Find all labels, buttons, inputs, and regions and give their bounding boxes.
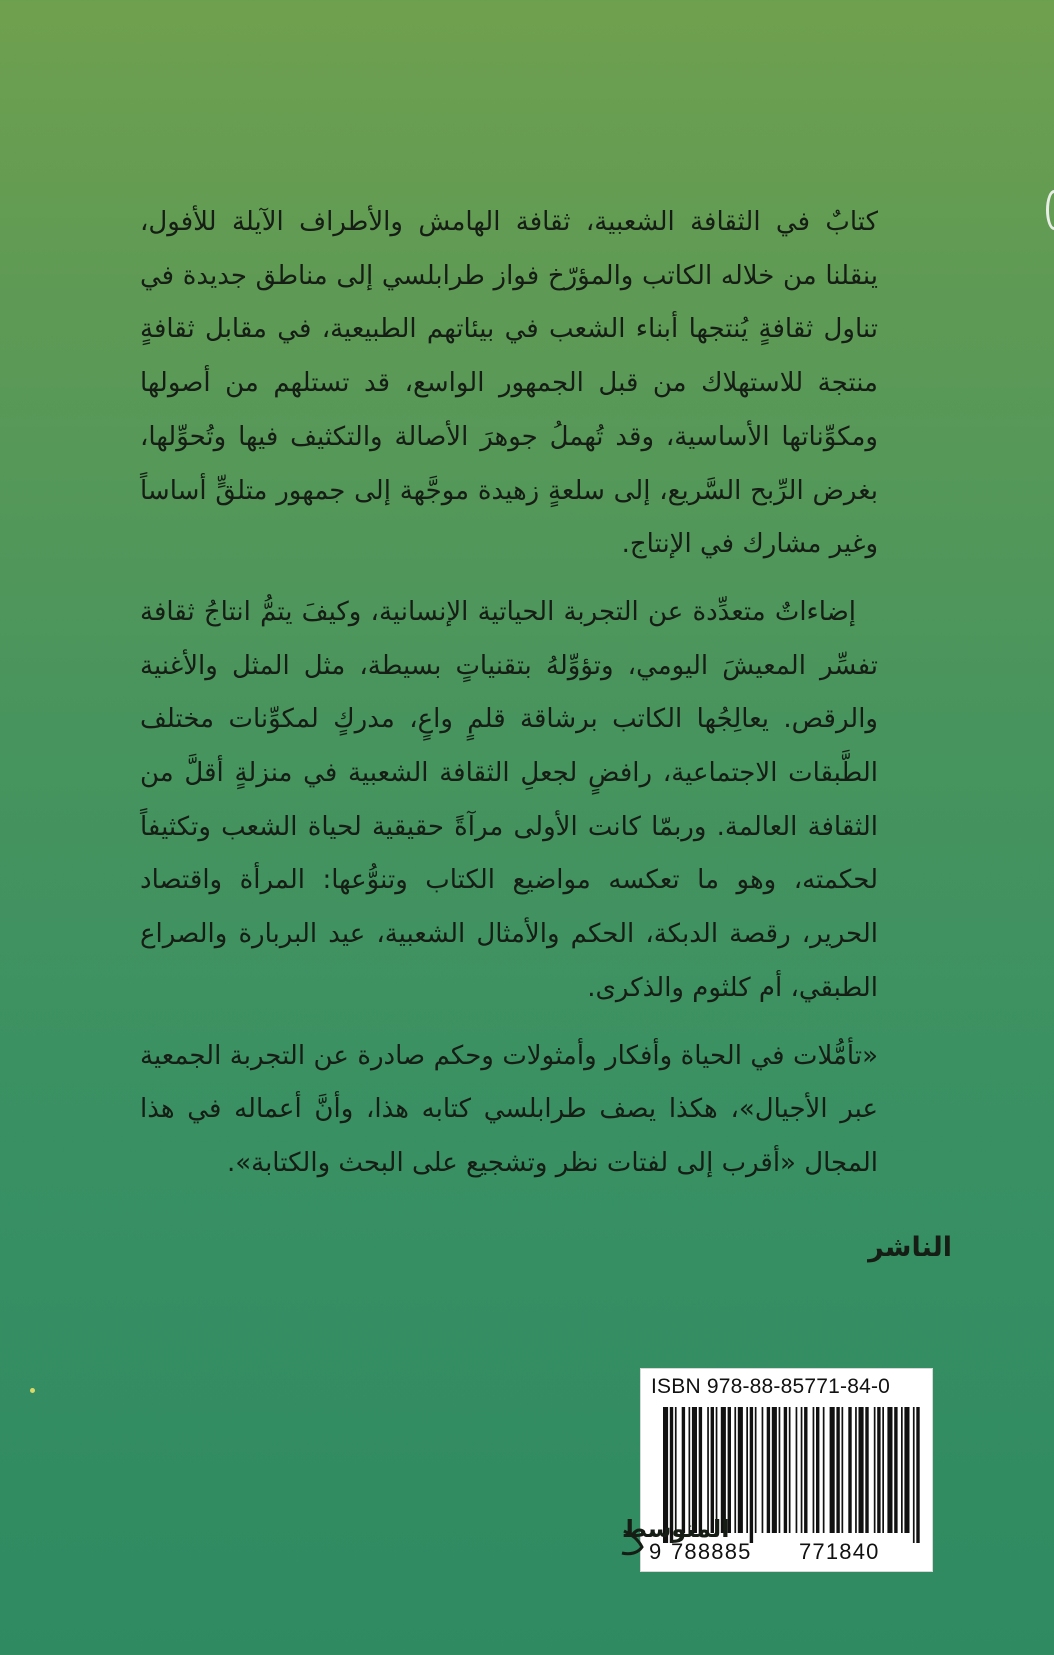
barcode-bar <box>750 1407 753 1543</box>
barcode-bar <box>813 1407 815 1533</box>
barcode-bar <box>901 1407 903 1533</box>
blurb-paragraph-2: إضاءاتٌ متعدِّدة عن التجربة الحياتية الإنسانية، وكيفَ يتمُّ انتاجُ ثقافة تفسِّر المعيشَ اليومي، وتؤوِّلهُ بتقنياتٍ بسيطة، مثل المثل والأغنية والرقص. يعالِجُها الكاتب برشاقة قلمٍ واعٍ، مدركٍ لمكوِّنات مختلف الطَّبقات الاجتماعية، رافضٍ لجعلِ الثقافة الشعبية في منزلةٍ أقلَّ من الثقافة العالمة. وربمّا كانت الأولى مرآةً حقيقية لحياة الشعب وتكثيفاً لحكمته، وهو ما تعكسه مواضيع الكتاب وتنوُّعها: المرأة واقتصاد الحرير، رقصة الدبكة، الحكم والأمثال الشعبية، عيد البربارة والصراع الطبقي، أم كلثوم والذكرى. <box>140 596 878 1003</box>
barcode-bar <box>746 1407 748 1533</box>
barcode-bar <box>887 1407 892 1533</box>
publisher-label: الناشر <box>868 1232 952 1263</box>
barcode-lead-digit: 9 <box>649 1539 662 1564</box>
barcode-bar <box>859 1407 864 1533</box>
barcode-bar <box>823 1407 825 1533</box>
barcode-bar <box>816 1407 819 1533</box>
barcode-bar <box>734 1407 736 1533</box>
barcode-bar <box>801 1407 803 1533</box>
publisher-logo-text: المتوسط <box>622 1515 730 1543</box>
barcode-bar <box>855 1407 857 1533</box>
barcode-bar <box>874 1407 876 1533</box>
blurb-paragraph-3: «تأمُّلات في الحياة وأفكار وأمثولات وحكم صادرة عن التجربة الجمعية عبر الأجيال»، هكذا يصف طرابلسي كتابه هذا، وأنَّ أعماله في هذا المجال «أقرب إلى لفتات نظر وتشجيع على البحث والكتابة». <box>140 1040 878 1178</box>
barcode-bar <box>767 1407 770 1533</box>
barcode-bar <box>796 1407 798 1533</box>
edge-circle-mark <box>1046 190 1054 230</box>
barcode-bar <box>804 1407 807 1533</box>
barcode-bar <box>894 1407 897 1533</box>
barcode-left-digits: 788885 <box>671 1539 752 1564</box>
blurb-text <box>140 196 878 1191</box>
barcode-bar <box>772 1407 777 1533</box>
barcode-bar <box>836 1407 839 1533</box>
paint-speck <box>30 1388 35 1393</box>
barcode-bar <box>882 1407 884 1533</box>
barcode-bar <box>779 1407 781 1533</box>
barcode-bar <box>877 1407 880 1533</box>
barcode-bar <box>830 1407 835 1533</box>
barcode-right-digits: 771840 <box>799 1539 880 1564</box>
barcode-bar <box>738 1407 743 1533</box>
barcode-bar <box>784 1407 787 1533</box>
blurb-paragraph-1: كتابٌ في الثقافة الشعبية، ثقافة الهامش والأطراف الآيلة للأفول، ينقلنا من خلاله الكاتب والمؤرّخ فواز طرابلسي إلى مناطق جديدة في تناول ثقافةٍ يُنتجها أبناء الشعب في بيئاتهم الطبيعية، في مقابل ثقافةٍ منتجة للاستهلاك من قبل الجمهور الواسع، قد تستلهم من أصولها ومكوِّناتها الأساسية، وقد تُهملُ جوهرَ الأصالة والتكثيف فيها وتُحوِّلها، بغرض الرِّبح السَّريع، إلى سلعةٍ زهيدة موجَّهة إلى جمهور متلقٍّ أساساً وغير مشارك في الإنتاج. <box>140 207 878 560</box>
barcode-bar <box>789 1407 791 1533</box>
isbn-label: ISBN 978-88-85771-84-0 <box>651 1375 891 1398</box>
barcode-bar <box>762 1407 764 1533</box>
barcode-bar <box>865 1407 868 1533</box>
barcode-bar <box>842 1407 844 1533</box>
barcode-bar <box>755 1407 757 1533</box>
barcode-bar <box>913 1407 915 1543</box>
barcode-bar <box>916 1407 919 1543</box>
barcode-bar <box>848 1407 851 1533</box>
barcode-bar <box>904 1407 909 1533</box>
